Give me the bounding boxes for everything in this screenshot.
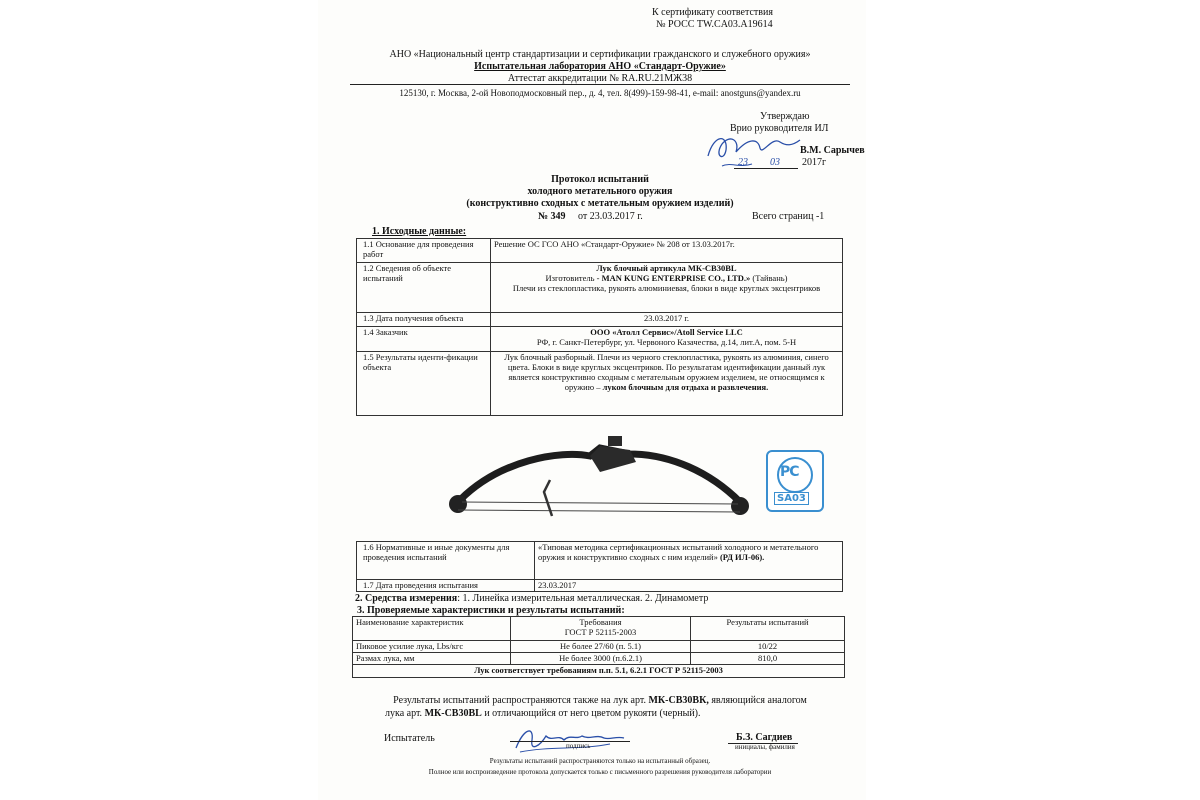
cell-result: 10/22	[691, 641, 845, 653]
product-name: Лук блочный артикула МК-СВ30BL	[596, 263, 737, 273]
section2	[355, 593, 708, 605]
row-label: 1.4 Заказчик	[357, 327, 491, 352]
approver-name: В.М. Сарычев	[800, 145, 865, 156]
conclusion-cell: Лук соответствует требованиям п.п. 5.1, 6.2.1 ГОСТ Р 52115-2003	[353, 665, 845, 678]
org-name: АНО «Национальный центр стандартизации и сертификации гражданского и служебного оружия»	[389, 49, 811, 60]
initials-caption: инициалы, фамилия	[735, 743, 795, 751]
product-description: Плечи из стеклопластика, рукоять алюминиевая, блоки в виде круглых эксцентриков	[512, 283, 821, 293]
normative-table	[356, 541, 843, 592]
source-data-table	[356, 238, 843, 416]
row-label: 1.5 Результаты иденти-фикации объекта	[357, 352, 491, 416]
table-row	[357, 327, 843, 352]
section3-heading: 3. Проверяемые характеристики и результаты испытаний:	[357, 605, 625, 616]
section2-heading: 2. Средства измерения	[355, 593, 458, 604]
table-row	[353, 665, 845, 678]
approval-line1: Утверждаю	[760, 111, 810, 122]
manufacturer: Изготовитель - MAN KUNG ENTERPRISE CO., LTD.» (Тайвань)	[545, 273, 788, 283]
approver-signature	[700, 126, 810, 172]
section1-heading: 1. Исходные данные:	[372, 226, 467, 237]
cell-name: Пиковое усилие лука, Lbs/кгс	[353, 641, 511, 653]
tester-signature	[510, 722, 630, 758]
row-label: 1.2 Сведения об объекте испытаний	[357, 263, 491, 313]
row-value	[491, 327, 843, 352]
section2-text: : 1. Линейка измерительная металлическая. 2. Динамометр	[457, 593, 709, 604]
protocol-number: № 349	[538, 211, 566, 222]
protocol-title: Протокол испытаний	[551, 174, 649, 185]
lab-address: 125130, г. Москва, 2-ой Новоподмосковный пер., д. 4, тел. 8(499)-159-98-41, e-mail: anostguns@yandex.ru	[399, 88, 801, 98]
row-value: «Типовая методика сертификационных испытаний холодного и метательного оружия и конструктивно сходных с ним изделий» (РД ИЛ-06).	[535, 542, 843, 580]
col-header-characteristic: Наименование характеристик	[353, 617, 511, 641]
compound-bow-image	[440, 420, 760, 520]
table-row	[357, 352, 843, 416]
cert-ref-line2: № РОСС TW.CA03.A19614	[656, 19, 773, 30]
footer-note-1: Результаты испытаний распространяются только на испытанный образец.	[489, 757, 711, 765]
protocol-subtitle-2: (конструктивно сходных с метательным оружием изделий)	[466, 198, 734, 209]
table-row	[353, 653, 845, 665]
lab-name: Испытательная лаборатория АНО «Стандарт-Оружие»	[474, 61, 726, 72]
row-value: Решение ОС ГСО АНО «Стандарт-Оружие» № 208 от 13.03.2017г.	[491, 239, 843, 263]
row-value	[491, 352, 843, 416]
row-label: 1.3 Дата получения объекта	[357, 313, 491, 327]
extension-line2: лука арт. МК-СВ30BL и отличающийся от него цветом рукояти (черный).	[385, 708, 701, 719]
tester-label: Испытатель	[384, 733, 435, 744]
identification-text: Лук блочный разборный. Плечи из черного стеклопластика, рукоять из алюминия, синего цвета. Блоки в виде круглых эксцентриков. По результатам идентификации данный лук является конструктивно сходным с метательным оружием изделием, не относящимся к оружию –	[504, 352, 829, 392]
row-value: 23.03.2017 г.	[491, 313, 843, 327]
row-label: 1.6 Нормативные и иные документы для проведения испытаний	[357, 542, 535, 580]
protocol-date: от 23.03.2017 г.	[578, 211, 643, 222]
results-table	[352, 616, 845, 678]
total-pages: Всего страниц -1	[752, 211, 825, 222]
table-row	[353, 641, 845, 653]
customer-address: РФ, г. Санкт-Петербург, ул. Червоного Казачества, д.14, лит.А, пом. 5-Н	[536, 337, 797, 347]
tester-name: Б.З. Сагдиев	[736, 732, 793, 743]
accreditation: Аттестат аккредитации № RA.RU.21МЖ38	[507, 73, 693, 84]
table-row	[357, 580, 843, 592]
col-header-requirements: Требования ГОСТ Р 52115-2003	[511, 617, 691, 641]
row-label: 1.1 Основание для проведения работ	[357, 239, 491, 263]
cert-ref-line1: К сертификату соответствия	[652, 7, 773, 18]
approval-month: 03	[770, 157, 780, 168]
extension-line1: Результаты испытаний распространяются также на лук арт. МК-СВ30ВК, являющийся аналогом	[393, 695, 807, 706]
row-value	[491, 263, 843, 313]
table-row	[357, 263, 843, 313]
cell-req: Не более 3000 (п.6.2.1)	[511, 653, 691, 665]
table-row	[357, 313, 843, 327]
footer-note-2: Полное или воспроизведение протокола допускается только с письменного разрешения руководителя лаборатории	[428, 768, 772, 776]
approval-day: 23	[738, 157, 748, 168]
table-row	[357, 239, 843, 263]
cell-name: Размах лука, мм	[353, 653, 511, 665]
protocol-subtitle: холодного метательного оружия	[527, 186, 673, 197]
row-value: 23.03.2017	[535, 580, 843, 592]
cell-req: Не более 27/60 (п. 5.1)	[511, 641, 691, 653]
certification-mark-stamp: PC SA03	[766, 450, 824, 512]
col-header-results: Результаты испытаний	[691, 617, 845, 641]
identification-conclusion: луком блочным для отдыха и развлечения.	[602, 382, 769, 392]
table-header-row	[353, 617, 845, 641]
signature-caption: подпись	[566, 742, 591, 750]
approval-line2: Врио руководителя ИЛ	[730, 123, 829, 134]
cell-result: 810,0	[691, 653, 845, 665]
customer-name: ООО «Атолл Сервис»/Atoll Service LLC	[590, 327, 743, 337]
row-label: 1.7 Дата проведения испытания	[357, 580, 535, 592]
approval-year: 2017г	[802, 157, 827, 168]
table-row	[357, 542, 843, 580]
